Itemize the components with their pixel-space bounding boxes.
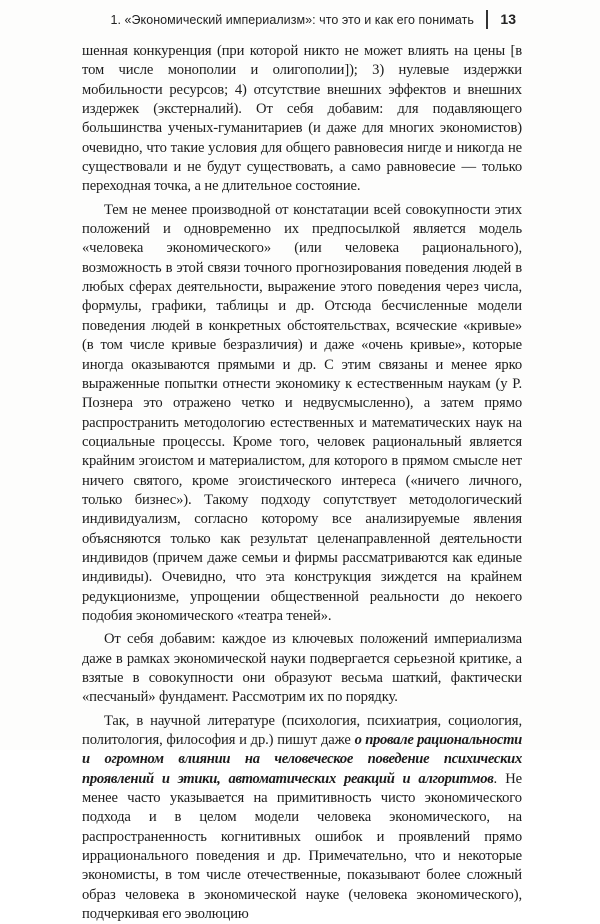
paragraph-4-tail: . Не менее часто указывается на примитивность чисто экономического подхода и в целом модели человека экономического, на распространенность когнитивных ошибок и проявлений прямо иррационального поведения и др. Примечательно, что и некоторые экономисты, в том числе отечественные, показывают более сложный образ человека в экономической науке (человека экономического), подчеркивая его эволюцию [82, 770, 522, 923]
page-number: 13 [500, 11, 516, 27]
paragraph-4 [82, 712, 522, 924]
running-header [82, 10, 520, 32]
header-divider [486, 10, 488, 29]
paragraph-4-emphasis: о провале рациональности и огромном влиянии на человеческое поведение психических проявлений и этики, автоматических реакций и алгоритмов [82, 732, 522, 787]
paragraph-1: шенная конкуренция (при которой никто не может влиять на цены [в том числе монополии и олигополии]); 3) нулевые издержки мобильности ресурсов; 4) отсутствие внешних эффектов и внешних издержек (экстерналий). От себя добавим: для подавляющего большинства ученых-гуманитариев (и даже для многих экономистов) очевидно, что такие условия для общего равновесия нигде и никогда не существовали и не будут существовать, а само равновесие — только переходная точка, а не длительное состояние. [82, 43, 522, 195]
paragraph-2: Тем не менее производной от констатации всей совокупности этих положений и одновременно их предпосылкой является модель «человека экономического» (или человека рационального), возможность в этой связи точного прогнозирования поведения людей в любых сферах деятельности, выражение этого поведения через числа, формулы, графики, таблицы и др. Отсюда бесчисленные модели поведения людей в конкретных обстоятельствах, всяческие «кривые» (в том числе кривые безразличия) и даже «очень кривые», которые иногда оказываются прямыми и др. С этим связаны и менее ярко выраженные попытки отнести экономику к естественным наукам (у Р. Познера это отражено четко и недвусмысленно), а затем прямо распространить методологию естественных и математических наук на социальные процессы. Кроме того, человек рациональный является крайним эгоистом и материалистом, для которого в прямом смысле нет ничего святого, кроме эгоистического интереса («ничего личного, только бизнес»). Такому подходу сопутствует методологический индивидуализм, согласно которому все анализируемые явления объясняются только как результат целенаправленной деятельности индивидов (причем даже семьи и фирмы рассматриваются как единые индивиды). Очевидно, что эта конструкция зиждется на крайнем редукционизме, упрощении общественной реальности до некоего подобия экономического «театра теней». [82, 201, 522, 624]
body-text [82, 42, 522, 924]
paragraph-3: От себя добавим: каждое из ключевых положений империализма даже в рамках экономической науки подвергается серьезной критике, а взятые в совокупности они образуют весьма шаткий, фактически «песчаный» фундамент. Рассмотрим их по порядку. [82, 631, 522, 706]
chapter-title: 1. «Экономический империализм»: что это и как его понимать [110, 13, 474, 27]
paragraph-4-lead: Так, в научной литературе (психология, психиатрия, социология, политология, философия и др.) пишут даже [82, 712, 522, 749]
